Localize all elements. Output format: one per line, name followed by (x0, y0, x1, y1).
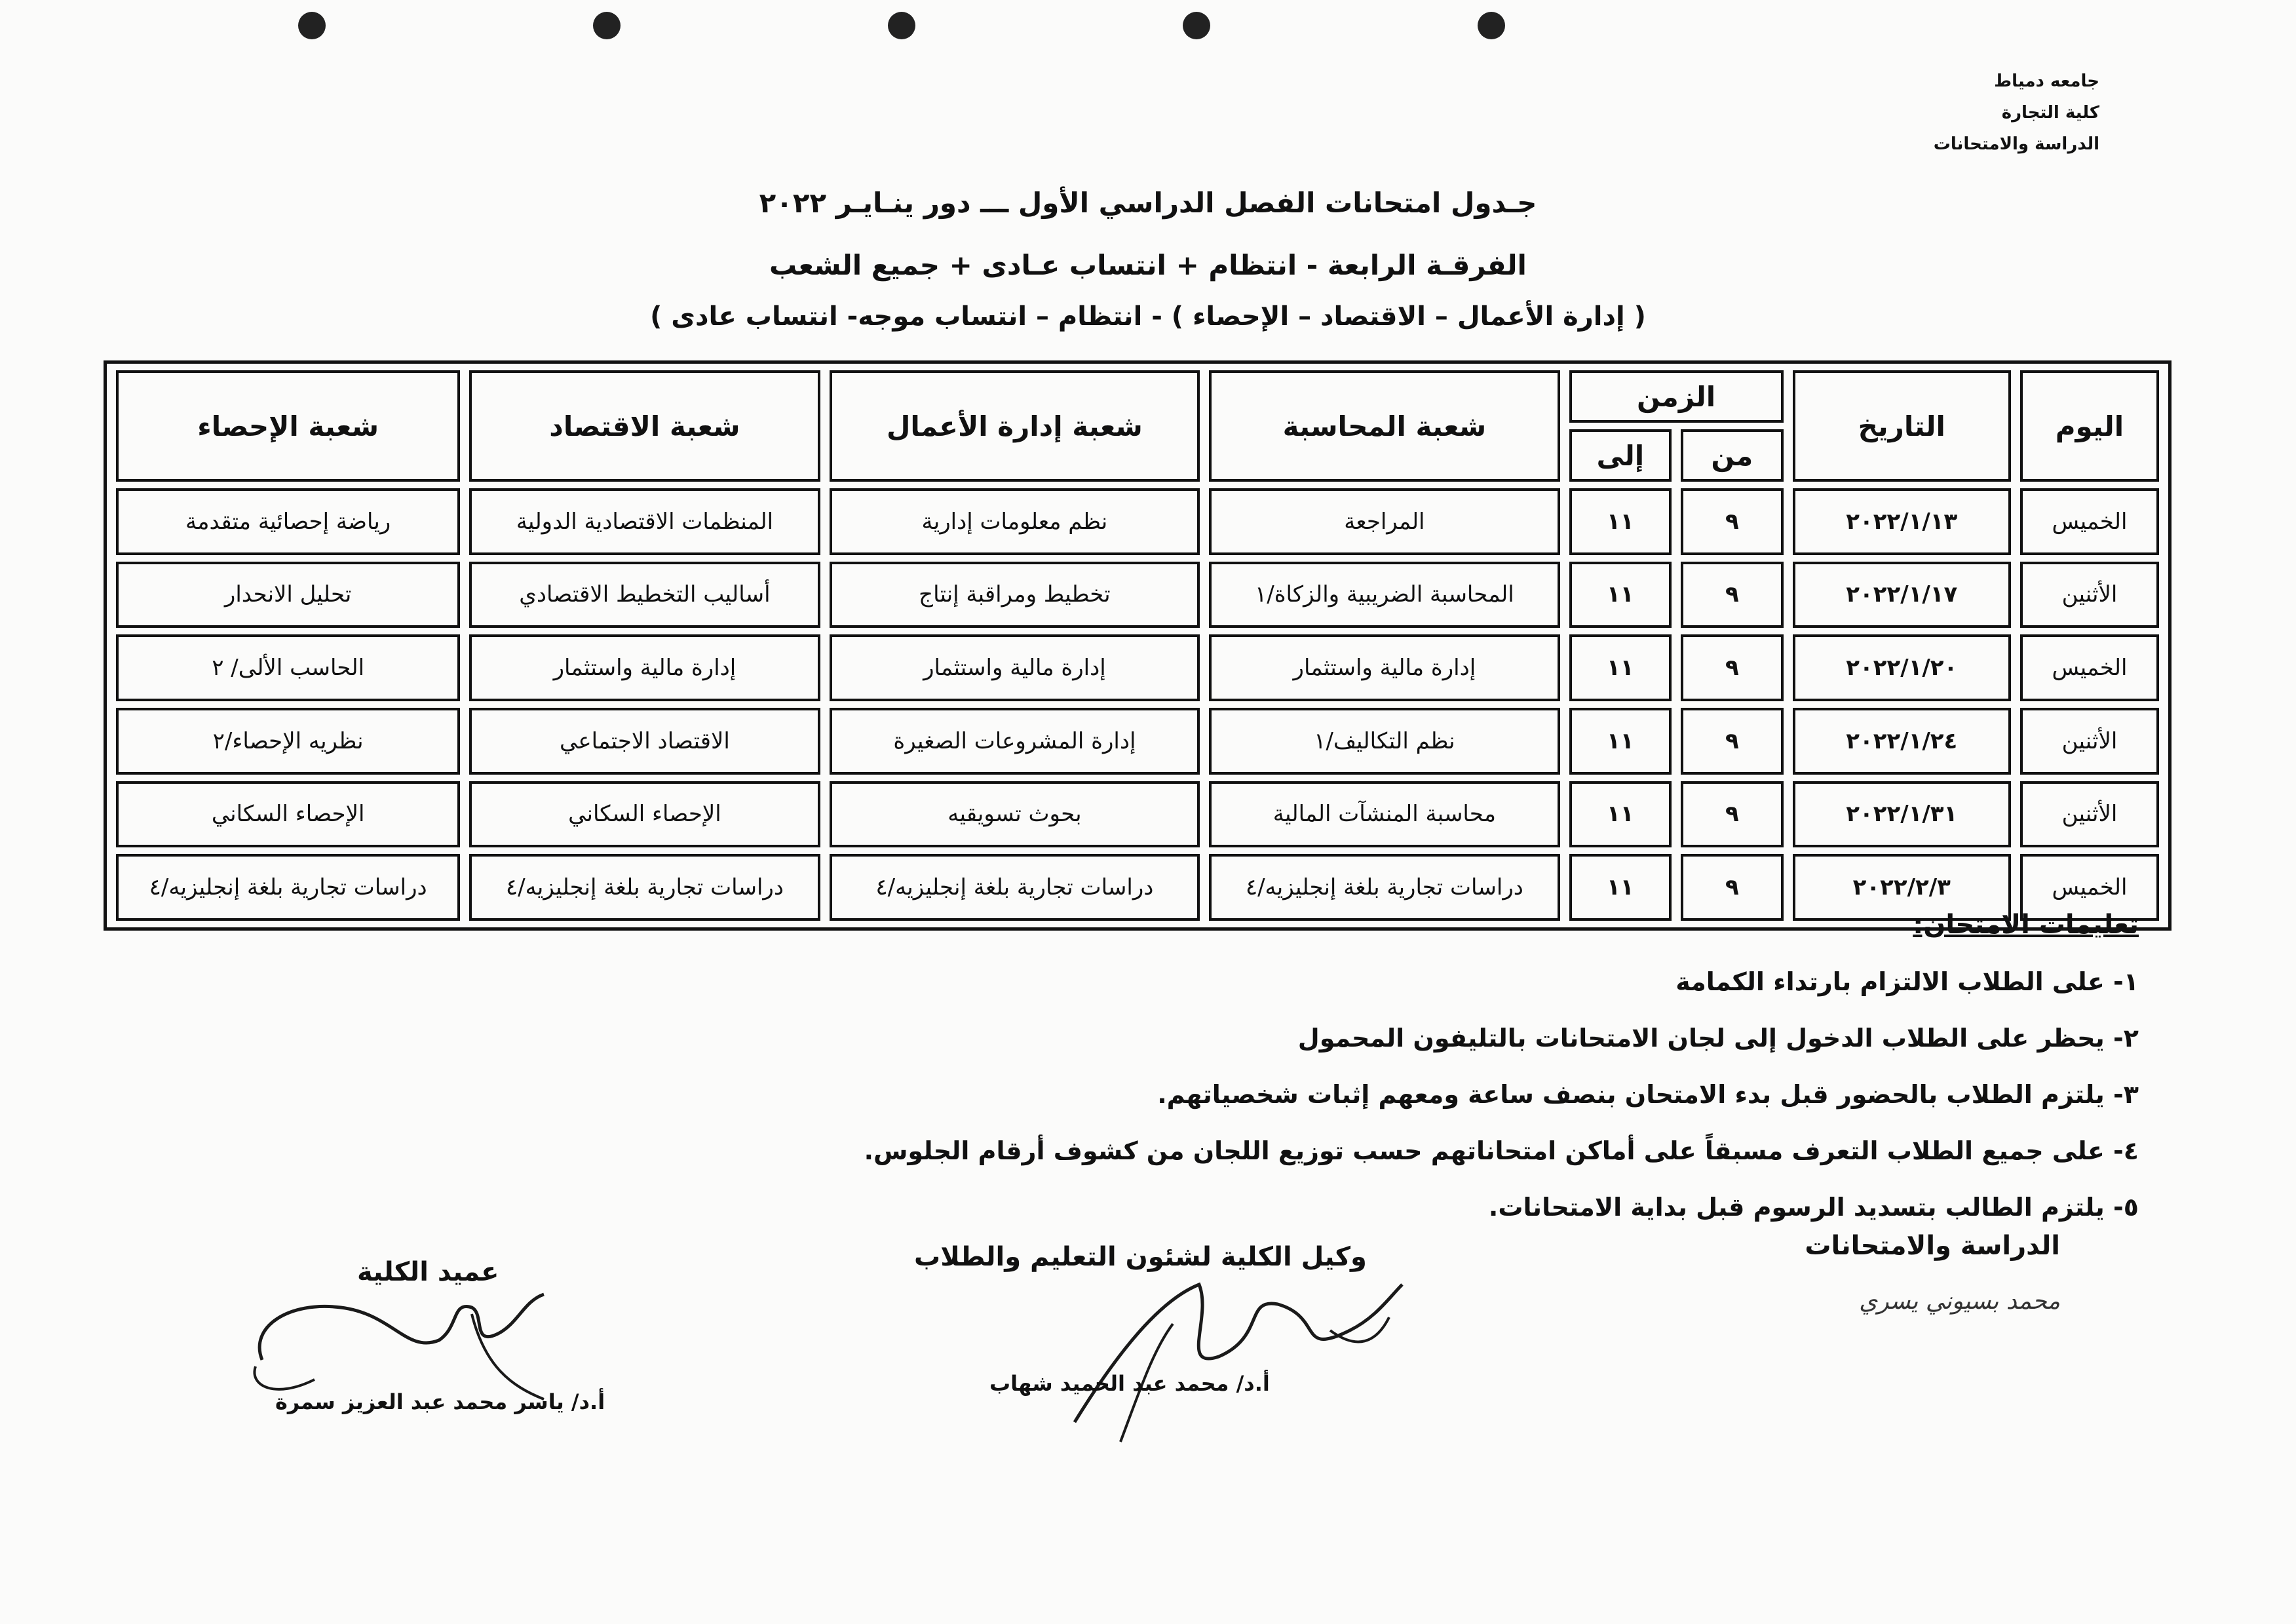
cell-statistics: رياضة إحصائية متقدمة (116, 488, 460, 555)
header-date: التاريخ (1793, 370, 2011, 482)
header-to: إلى (1569, 429, 1672, 482)
header-time: الزمن (1569, 370, 1784, 423)
cell-date: ٢٠٢٢/١/٣١ (1793, 781, 2011, 848)
punch-hole (888, 12, 915, 39)
document-subtitle-divisions: ( إدارة الأعمال – الاقتصاد – الإحصاء ) - انتظام – انتساب موجه- انتساب عادى ) (650, 301, 1646, 332)
cell-to: ١١ (1569, 781, 1672, 848)
cell-day: الخميس (2020, 854, 2159, 921)
cell-day: الأثنين (2020, 562, 2159, 628)
cell-statistics: نظريه الإحصاء/٢ (116, 708, 460, 775)
cell-accounting: دراسات تجارية بلغة إنجليزيه/٤ (1209, 854, 1559, 921)
cell-date: ٢٠٢٢/١/١٧ (1793, 562, 2011, 628)
cell-day: الخميس (2020, 488, 2159, 555)
cell-to: ١١ (1569, 562, 1672, 628)
cell-accounting: المراجعة (1209, 488, 1559, 555)
document-title: جـدول امتحانات الفصل الدراسي الأول ـــ دور ينـايـر ٢٠٢٢ (759, 187, 1537, 219)
cell-business: تخطيط ومراقبة إنتاج (830, 562, 1200, 628)
cell-business: بحوث تسويقيه (830, 781, 1200, 848)
instructions-title: تعليمات الامتحان: (1913, 910, 2139, 940)
punch-hole (593, 12, 621, 39)
header-day: اليوم (2020, 370, 2159, 482)
header-accounting: شعبة المحاسبة (1209, 370, 1559, 482)
cell-day: الأثنين (2020, 781, 2159, 848)
cell-economics: المنظمات الاقتصادية الدولية (469, 488, 820, 555)
cell-economics: إدارة مالية واستثمار (469, 634, 820, 701)
cell-business: إدارة المشروعات الصغيرة (830, 708, 1200, 775)
dean-name: أ.د/ ياسر محمد عبد العزيز سمرة (275, 1389, 605, 1414)
department-name: الدراسة والامتحانات (1933, 134, 2099, 154)
cell-accounting: نظم التكاليف/١ (1209, 708, 1559, 775)
exams-office-label: الدراسة والامتحانات (1805, 1231, 2060, 1261)
table-row (116, 562, 2159, 628)
document-subtitle: الفرقـة الرابعة - انتظام + انتساب عـادى + جميع الشعب (769, 249, 1527, 281)
cell-date: ٢٠٢٢/١/٢٠ (1793, 634, 2011, 701)
table-row (116, 781, 2159, 848)
cell-date: ٢٠٢٢/١/٢٤ (1793, 708, 2011, 775)
punch-hole (1183, 12, 1210, 39)
dean-label: عميد الكلية (357, 1257, 499, 1287)
punch-hole (1478, 12, 1505, 39)
cell-to: ١١ (1569, 854, 1672, 921)
header-business: شعبة إدارة الأعمال (830, 370, 1200, 482)
cell-statistics: تحليل الانحدار (116, 562, 460, 628)
cell-economics: أساليب التخطيط الاقتصادي (469, 562, 820, 628)
cell-economics: دراسات تجارية بلغة إنجليزيه/٤ (469, 854, 820, 921)
table-row (116, 708, 2159, 775)
header-from: من (1681, 429, 1784, 482)
table-row (116, 854, 2159, 921)
faculty-name: كلية التجارة (2001, 103, 2099, 123)
cell-statistics: الحاسب الألى/ ٢ (116, 634, 460, 701)
table-row (116, 488, 2159, 555)
university-name: جامعه دمياط (1994, 71, 2099, 91)
vice-dean-signature (1048, 1258, 1415, 1455)
cell-to: ١١ (1569, 634, 1672, 701)
cell-from: ٩ (1681, 708, 1784, 775)
table-row (116, 634, 2159, 701)
cell-day: الأثنين (2020, 708, 2159, 775)
exam-schedule-table (104, 360, 2172, 931)
cell-statistics: الإحصاء السكاني (116, 781, 460, 848)
instruction-item: ٥- يلتزم الطالب بتسديد الرسوم قبل بداية الامتحانات. (1488, 1193, 2139, 1222)
cell-accounting: محاسبة المنشآت المالية (1209, 781, 1559, 848)
cell-from: ٩ (1681, 488, 1784, 555)
instruction-item: ١- على الطلاب الالتزام بارتداء الكمامة (1675, 967, 2139, 996)
cell-business: إدارة مالية واستثمار (830, 634, 1200, 701)
cell-date: ٢٠٢٢/١/١٣ (1793, 488, 2011, 555)
exams-office-signature: محمد بسيوني يسري (1859, 1288, 2060, 1315)
cell-accounting: المحاسبة الضريبية والزكاة/١ (1209, 562, 1559, 628)
punch-hole (298, 12, 326, 39)
header-economics: شعبة الاقتصاد (469, 370, 820, 482)
cell-date: ٢٠٢٢/٢/٣ (1793, 854, 2011, 921)
cell-from: ٩ (1681, 854, 1784, 921)
cell-from: ٩ (1681, 634, 1784, 701)
cell-day: الخميس (2020, 634, 2159, 701)
cell-to: ١١ (1569, 488, 1672, 555)
cell-statistics: دراسات تجارية بلغة إنجليزيه/٤ (116, 854, 460, 921)
instruction-item: ٣- يلتزم الطلاب بالحضور قبل بدء الامتحان بنصف ساعة ومعهم إثبات شخصياتهم. (1157, 1080, 2139, 1109)
vice-dean-label: وكيل الكلية لشئون التعليم والطلاب (914, 1242, 1367, 1272)
cell-from: ٩ (1681, 781, 1784, 848)
cell-business: دراسات تجارية بلغة إنجليزيه/٤ (830, 854, 1200, 921)
institution-header (1934, 66, 2099, 160)
cell-from: ٩ (1681, 562, 1784, 628)
cell-business: نظم معلومات إدارية (830, 488, 1200, 555)
instruction-item: ٢- يحظر على الطلاب الدخول إلى لجان الامتحانات بالتليفون المحمول (1297, 1024, 2139, 1053)
cell-accounting: إدارة مالية واستثمار (1209, 634, 1559, 701)
vice-dean-name: أ.د/ محمد عبد الحميد شهاب (989, 1371, 1270, 1396)
cell-economics: الاقتصاد الاجتماعي (469, 708, 820, 775)
instructions-list (864, 954, 2139, 1235)
instruction-item: ٤- على جميع الطلاب التعرف مسبقاً على أماكن امتحاناتهم حسب توزيع اللجان من كشوف أرقام الجلوس. (864, 1136, 2139, 1165)
cell-economics: الإحصاء السكاني (469, 781, 820, 848)
cell-to: ١١ (1569, 708, 1672, 775)
header-statistics: شعبة الإحصاء (116, 370, 460, 482)
